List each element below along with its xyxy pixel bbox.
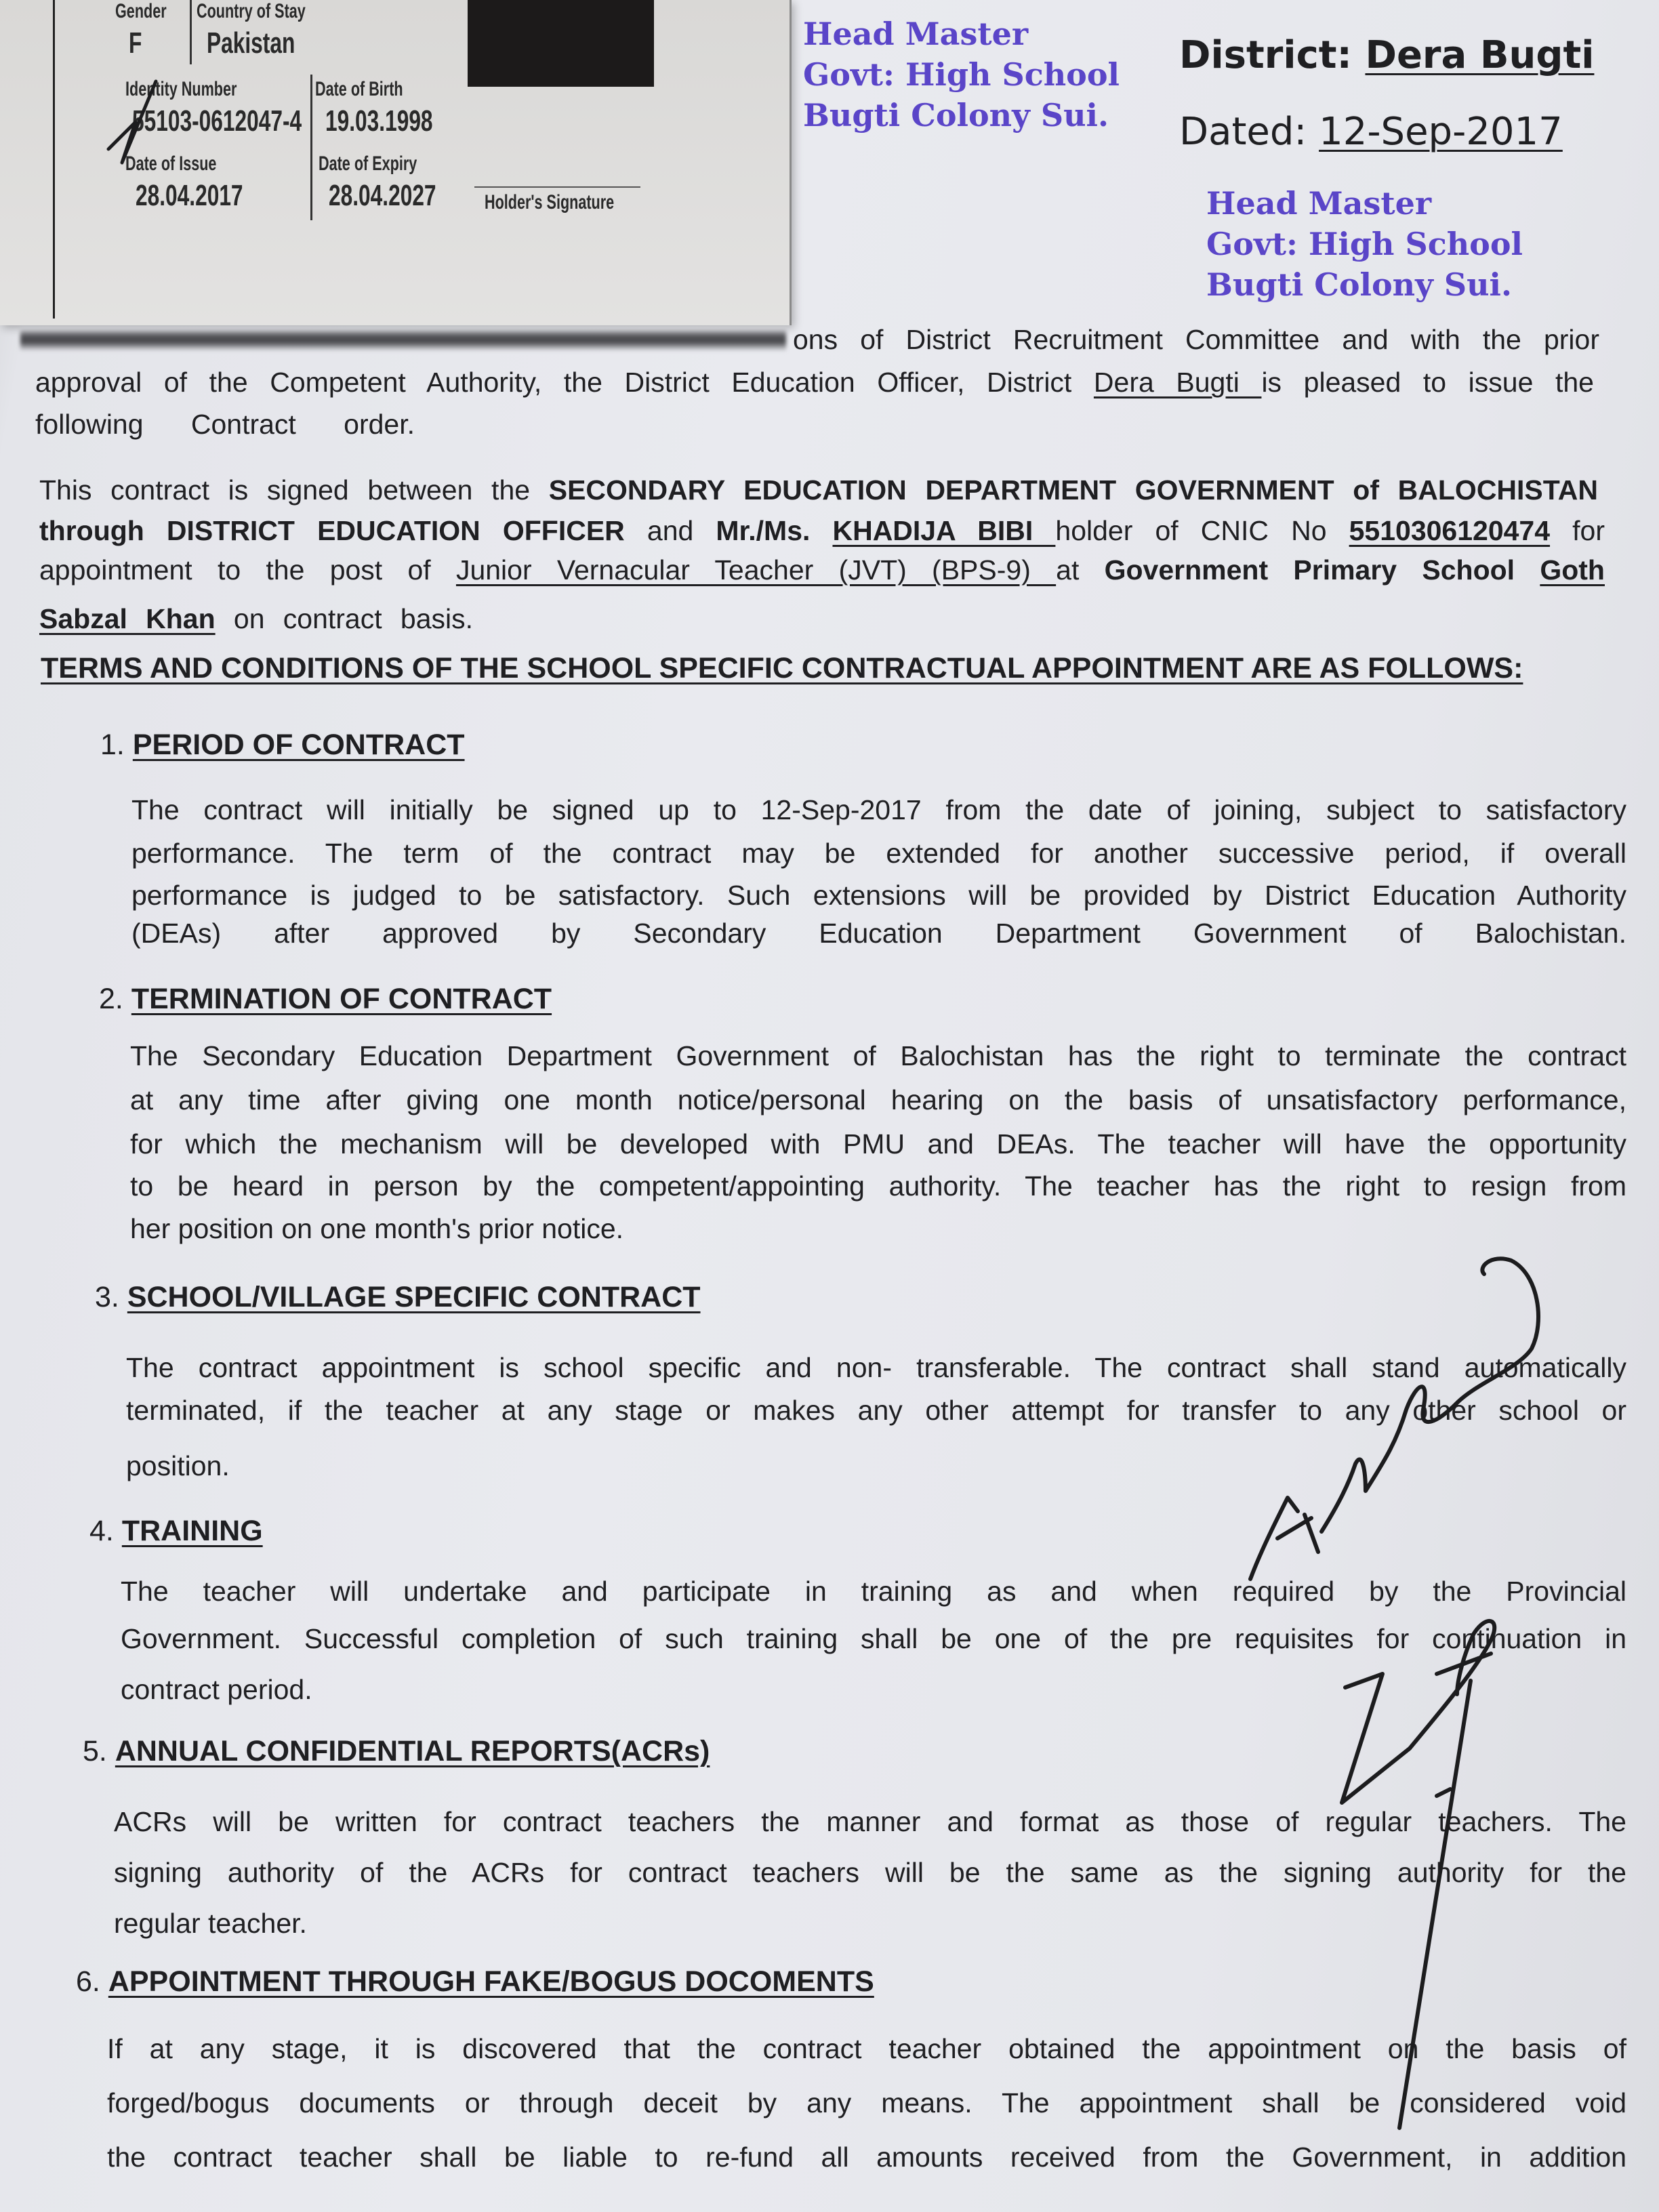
redacted-photo bbox=[468, 0, 654, 87]
divider bbox=[190, 0, 192, 64]
section-line: position. bbox=[126, 1450, 230, 1481]
stamp-line: Head Master bbox=[1206, 185, 1432, 222]
issue-value: 28.04.2017 bbox=[136, 179, 243, 212]
section-line: performance is judged to be satisfactory. Such extensions will be provided by District Education Authority bbox=[131, 880, 1626, 911]
section-line: her position on one month's prior notice. bbox=[130, 1213, 624, 1244]
section-line: (DEAs) after approved by Secondary Education Department Government of Balochistan. bbox=[131, 918, 1626, 949]
section-line: at any time after giving one month notice/personal hearing on the basis of unsatisfactory performance, bbox=[130, 1084, 1626, 1115]
contract-line bbox=[39, 515, 1605, 547]
stamp-line: Bugti Colony Sui. bbox=[1206, 266, 1513, 303]
section-number: 6. bbox=[76, 1965, 100, 1998]
identity-value: 55103-0612047-4 bbox=[132, 104, 302, 138]
section-line: the contract teacher shall be liable to re-fund all amounts received from the Government, in addition bbox=[107, 2142, 1626, 2173]
section-title: PERIOD OF CONTRACT bbox=[132, 729, 465, 761]
section-line: The contract will initially be signed up to 12-Sep-2017 from the date of joining, subject to satisfactory bbox=[131, 794, 1626, 825]
section-heading bbox=[83, 1735, 710, 1768]
dob-value: 19.03.1998 bbox=[325, 104, 433, 138]
text-segment: holder of CNIC No bbox=[1055, 515, 1349, 546]
text-segment: on contract basis. bbox=[215, 603, 473, 634]
section-line: ACRs will be written for contract teachers the manner and format as those of regular teachers. The bbox=[114, 1806, 1626, 1837]
section-line: for which the mechanism will be developed with PMU and DEAs. The teacher will have the opportunity bbox=[130, 1128, 1626, 1160]
district-label: District: bbox=[1179, 33, 1352, 77]
obscured-reference-number bbox=[20, 328, 786, 351]
section-heading bbox=[100, 729, 465, 762]
section-number: 4. bbox=[89, 1515, 114, 1547]
section-line: contract period. bbox=[121, 1674, 312, 1705]
text-segment: at bbox=[1056, 554, 1105, 586]
district-header bbox=[1179, 34, 1594, 77]
section-heading bbox=[76, 1965, 874, 1999]
right-stamp bbox=[1206, 183, 1523, 305]
stamp-line: Govt: High School bbox=[1206, 226, 1523, 262]
dob-label: Date of Birth bbox=[315, 78, 403, 100]
gender-label: Gender bbox=[115, 0, 167, 22]
intro-line bbox=[35, 409, 415, 441]
text-segment: and bbox=[624, 515, 716, 546]
section-heading bbox=[89, 1515, 263, 1548]
section-number: 1. bbox=[100, 729, 125, 761]
section-line: terminated, if the teacher at any stage or makes any other attempt for transfer to any other school or bbox=[126, 1395, 1626, 1426]
text-segment: is pleased to issue the bbox=[1261, 367, 1594, 398]
contract-line bbox=[39, 554, 1605, 586]
divider bbox=[310, 75, 312, 220]
country-value: Pakistan bbox=[207, 26, 295, 60]
terms-heading bbox=[41, 652, 1523, 685]
dated-header bbox=[1179, 110, 1563, 154]
section-line: If at any stage, it is discovered that the contract teacher obtained the appointment on the basis of bbox=[107, 2033, 1626, 2064]
stamp-line: Head Master bbox=[803, 16, 1029, 52]
contract-line bbox=[39, 474, 1598, 506]
text-segment: for bbox=[1550, 515, 1605, 546]
gender-value: F bbox=[129, 26, 142, 60]
signature-line bbox=[474, 186, 640, 188]
section-title: SCHOOL/VILLAGE SPECIFIC CONTRACT bbox=[127, 1281, 701, 1313]
section-line: to be heard in person by the competent/appointing authority. The teacher has the right to resign from bbox=[130, 1170, 1626, 1202]
section-line: regular teacher. bbox=[114, 1908, 307, 1939]
expiry-value: 28.04.2027 bbox=[329, 179, 436, 212]
section-line: The contract appointment is school specific and non- transferable. The contract shall stand automatically bbox=[126, 1352, 1626, 1383]
section-line: signing authority of the ACRs for contract teachers will be the same as the signing authority for the bbox=[114, 1857, 1626, 1888]
section-title: TRAINING bbox=[121, 1515, 263, 1547]
text-segment: Dera Bugti bbox=[1093, 367, 1262, 398]
section-heading bbox=[95, 1281, 701, 1314]
intro-line bbox=[35, 367, 1594, 398]
text-segment: Goth bbox=[1540, 554, 1605, 586]
text-segment: 5510306120474 bbox=[1349, 515, 1551, 546]
issue-label: Date of Issue bbox=[125, 152, 217, 175]
text-segment: through DISTRICT EDUCATION OFFICER bbox=[39, 515, 625, 546]
identity-label: Identity Number bbox=[125, 78, 237, 100]
text-segment: SECONDARY EDUCATION DEPARTMENT GOVERNMENT of BALOCHISTAN bbox=[548, 474, 1598, 506]
text-segment: following Contract order. bbox=[35, 409, 415, 440]
section-number: 3. bbox=[95, 1281, 119, 1313]
section-number: 2. bbox=[99, 983, 123, 1015]
section-title: APPOINTMENT THROUGH FAKE/BOGUS DOCOMENTS bbox=[108, 1965, 874, 1998]
expiry-label: Date of Expiry bbox=[319, 152, 417, 175]
stamp-line: Bugti Colony Sui. bbox=[803, 97, 1109, 134]
dated-label: Dated: bbox=[1179, 110, 1307, 154]
section-title: TERMINATION OF CONTRACT bbox=[131, 983, 552, 1015]
text-segment: appointment to the post of bbox=[39, 554, 456, 586]
district-value: Dera Bugti bbox=[1365, 33, 1595, 77]
id-card-copy bbox=[0, 0, 792, 325]
text-segment: Junior Vernacular Teacher (JVT) (BPS-9) bbox=[455, 554, 1057, 586]
section-line: forged/bogus documents or through deceit by any means. The appointment shall be considered void bbox=[107, 2087, 1626, 2118]
text-segment: approval of the Competent Authority, the District Education Officer, District bbox=[35, 367, 1094, 398]
text-segment: Government Primary School bbox=[1104, 554, 1540, 586]
intro-line bbox=[793, 324, 1599, 356]
section-number: 5. bbox=[83, 1735, 107, 1767]
section-heading bbox=[99, 983, 552, 1016]
section-line: Government. Successful completion of such training shall be one of the pre requisites for continuation in bbox=[121, 1623, 1626, 1654]
left-stamp bbox=[803, 14, 1120, 136]
country-label: Country of Stay bbox=[197, 0, 306, 22]
contract-line bbox=[39, 603, 473, 635]
section-line: The Secondary Education Department Government of Balochistan has the right to terminate the contract bbox=[130, 1040, 1626, 1071]
section-line: performance. The term of the contract may be extended for another successive period, if overall bbox=[131, 838, 1626, 869]
section-title: ANNUAL CONFIDENTIAL REPORTS(ACRs) bbox=[115, 1735, 710, 1767]
text-segment: ons of District Recruitment Committee and with the prior bbox=[793, 324, 1599, 355]
margin-line bbox=[53, 0, 55, 319]
dated-value: 12-Sep-2017 bbox=[1319, 110, 1563, 154]
text-segment: This contract is signed between the bbox=[39, 474, 549, 506]
terms-heading-text: TERMS AND CONDITIONS OF THE SCHOOL SPECIFIC CONTRACTUAL APPOINTMENT ARE AS FOLLOWS: bbox=[41, 652, 1523, 684]
text-segment: KHADIJA BIBI bbox=[832, 515, 1056, 546]
section-line: The teacher will undertake and participate in training as and when required by the Provincial bbox=[121, 1576, 1626, 1607]
stamp-line: Govt: High School bbox=[803, 56, 1120, 93]
text-segment: Sabzal Khan bbox=[39, 603, 216, 634]
text-segment: Mr./Ms. bbox=[716, 515, 833, 546]
holder-signature-label: Holder's Signature bbox=[485, 191, 615, 213]
